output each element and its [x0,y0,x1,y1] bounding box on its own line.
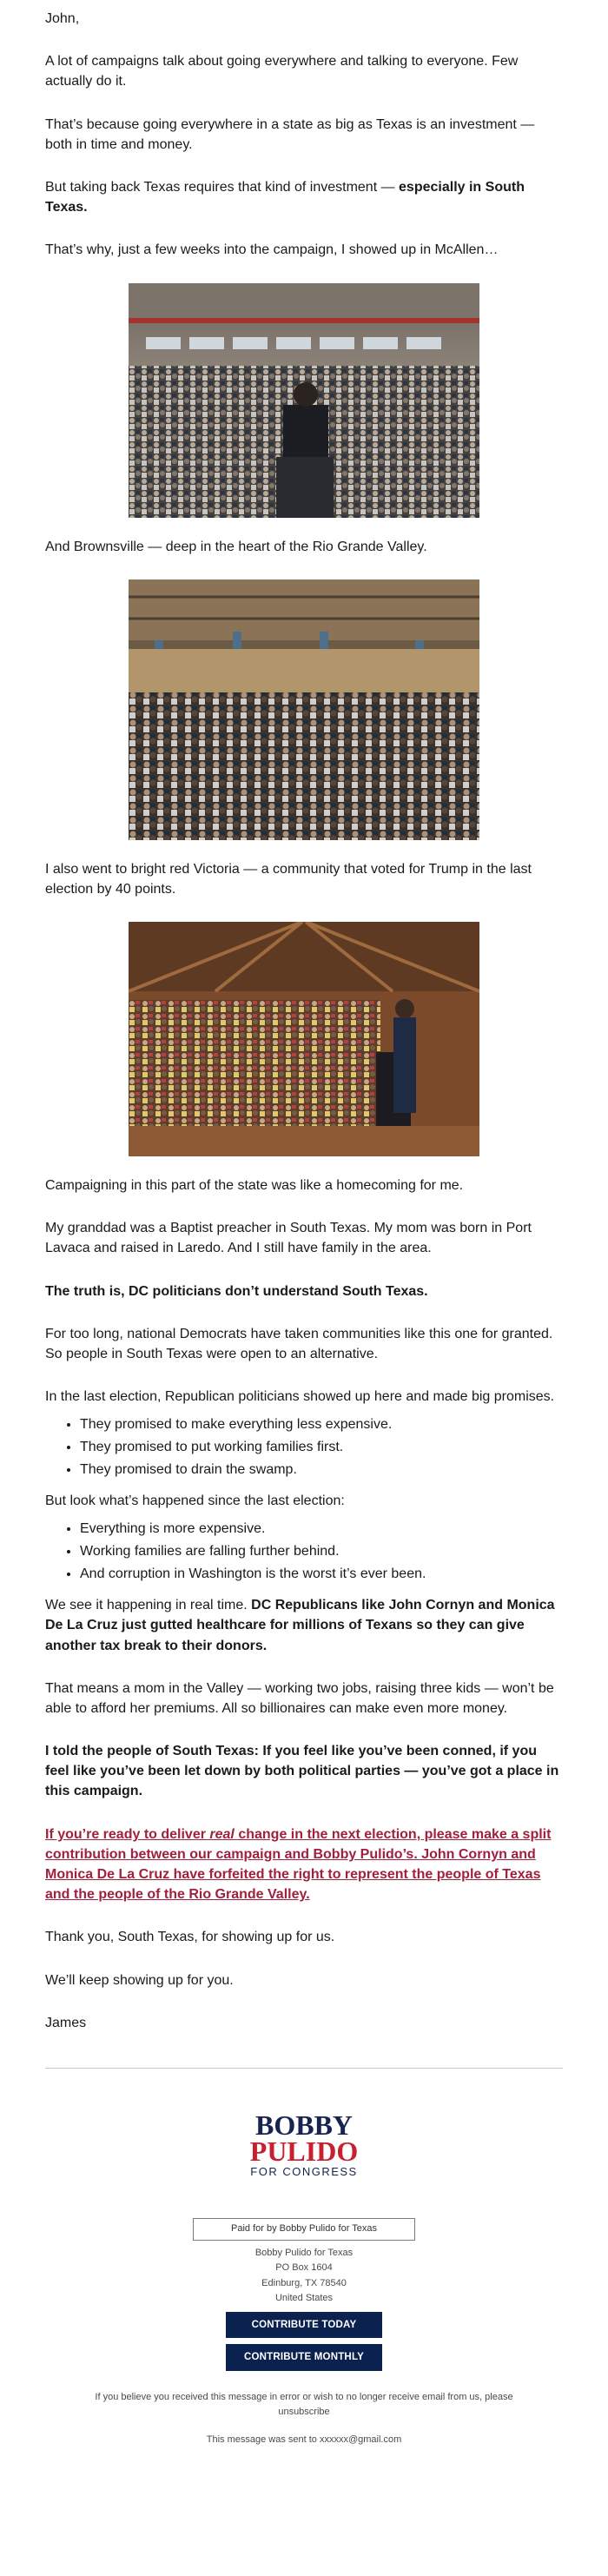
paragraph: A lot of campaigns talk about going everywhere and talking to everyone. Few actually do it. [45,54,519,89]
promises-list [45,1414,563,1480]
crowd-gym-photo [129,283,479,518]
sent-to-notice: This message was sent to xxxxxx@gmail.com [206,2434,402,2445]
signoff: James [45,2015,87,2030]
contribute-today-button[interactable]: CONTRIBUTE TODAY [226,2312,382,2338]
emphasis: DC Republicans like John Cornyn and Monica De La Cruz just gutted healthcare for millions of Texans so they can give another tax break to their donors. [45,1598,555,1653]
paragraph: That means a mom in the Valley — working two jobs, raising three kids — won’t be able to afford her premiums. All so billionaires can make even more money. [45,1680,554,1716]
paragraph: But taking back Texas requires that kind of investment — especially in South Texas. [45,179,525,215]
list-item: • They promised to drain the swamp. [80,1459,563,1481]
list-item: • They promised to make everything less expensive. [80,1414,563,1436]
crowd-hall-photo [129,579,479,840]
paragraph: And Brownsville — deep in the heart of the Rio Grande Valley. [45,539,427,554]
paragraph: We see it happening in real time. DC Republicans like John Cornyn and Monica De La Cruz just gutted healthcare for millions of Texans so they can give another tax break to their donors. [45,1598,555,1653]
footer [45,2110,563,2448]
paragraph-bold: The truth is, DC politicians don’t understand South Texas. [45,1283,428,1299]
list-item: • They promised to put working families first. [80,1436,563,1459]
cta-paragraph [45,1824,563,1905]
paragraph: I also went to bright red Victoria — a community that voted for Trump in the last election by 40 points. [45,861,532,897]
happened-list [45,1518,563,1585]
list-item: • And corruption in Washington is the worst it’s ever been. [80,1563,563,1586]
paragraph: That’s why, just a few weeks into the campaign, I showed up in McAllen… [45,242,499,258]
crowd-wood-hall-photo [129,922,479,1156]
logo-line1: BOBBY [254,2109,354,2141]
logo-line2: PULIDO [249,2135,359,2167]
photo-mcallen [45,283,563,518]
divider [45,2068,563,2069]
paragraph: My granddad was a Baptist preacher in South Texas. My mom was born in Port Lavaca and raised in Laredo. And I still have family in the area. [45,1221,532,1256]
unsubscribe-link[interactable]: unsubscribe [278,2407,330,2418]
address-line: PO Box 1604 [275,2262,333,2274]
logo-line3: FOR CONGRESS [250,2164,358,2178]
paid-for-box: Paid for by Bobby Pulido for Texas [193,2218,415,2241]
address-line: United States [274,2293,334,2304]
contribute-link[interactable]: If you’re ready to deliver real change in the next election, please make a split contribution between our campaign and Bobby Pulido’s. John Cornyn and Monica De La Cruz have forfeited the right to represent the people of Texas and the people of the Rio Grande Valley. [45,1826,552,1903]
paragraph: In the last election, Republican politicians showed up here and made big promises. [45,1389,555,1405]
photo-brownsville [45,579,563,840]
greeting: John, [45,11,80,26]
bobby-pulido-logo [235,2110,373,2180]
list-item: • Everything is more expensive. [80,1518,563,1540]
emphasis: especially in South Texas. [45,179,525,215]
paragraph: For too long, national Democrats have taken communities like this one for granted. So people in South Texas were open to an alternative. [45,1326,553,1361]
list-item: • Working families are falling further behind. [80,1540,563,1563]
contribute-monthly-button[interactable]: CONTRIBUTE MONTHLY [226,2344,382,2370]
address-line: Edinburg, TX 78540 [261,2277,347,2288]
paragraph: Thank you, South Texas, for showing up for us. [45,1930,335,1945]
paragraph: Campaigning in this part of the state was like a homecoming for me. [45,1178,464,1194]
paragraph: We’ll keep showing up for you. [45,1972,234,1988]
paragraph: That’s because going everywhere in a state as big as Texas is an investment — both in time and money. [45,116,535,152]
photo-victoria [45,922,563,1156]
paragraph-bold: I told the people of South Texas: If you feel like you’ve been conned, if you feel like you’ve been let down by both political parties — you’ve got a place in this campaign. [45,1744,559,1799]
paragraph: But look what’s happened since the last election: [45,1493,345,1509]
address-line: Bobby Pulido for Texas [254,2247,354,2258]
unsubscribe-notice: If you believe you received this message in error or wish to no longer receive email from us, please unsubscribe [95,2391,513,2418]
